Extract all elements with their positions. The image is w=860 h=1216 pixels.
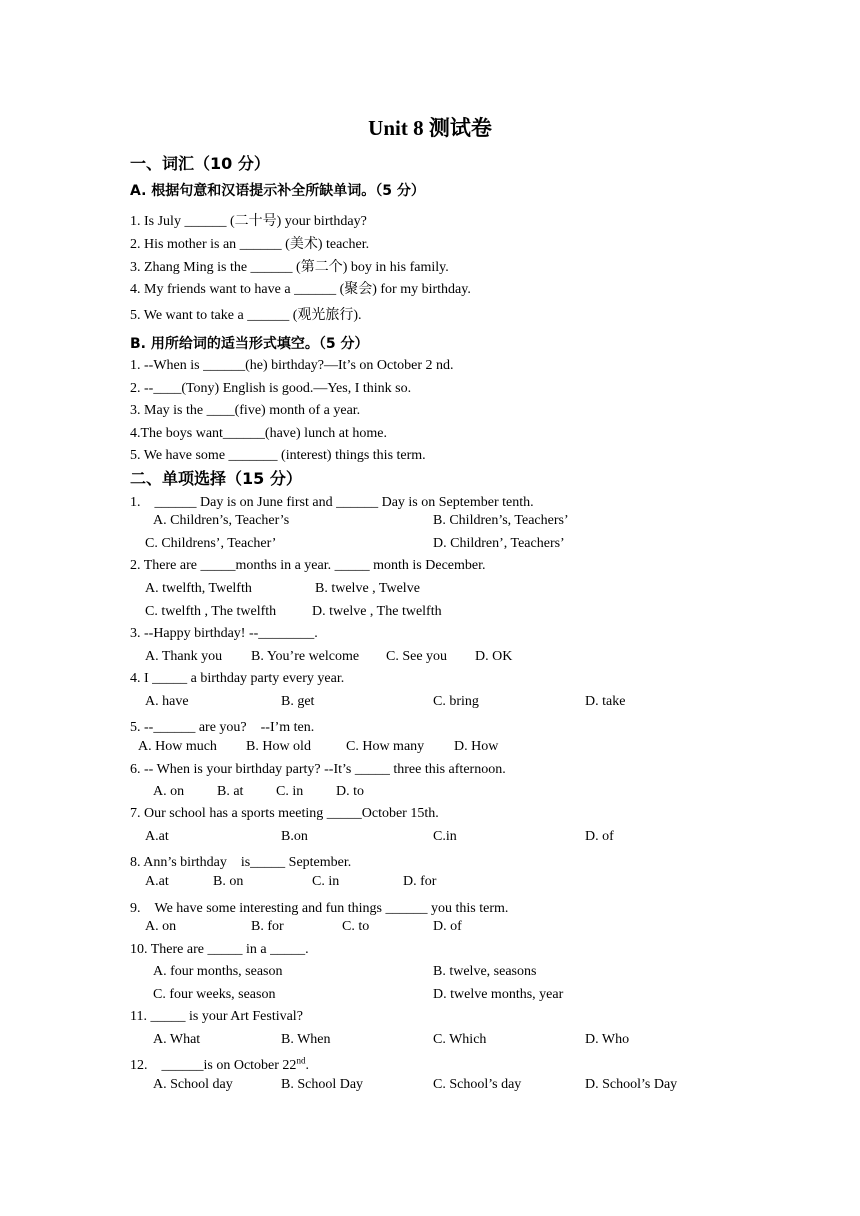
question-11-option-d: D. Who bbox=[585, 1032, 630, 1047]
question-12-stem bbox=[130, 1054, 309, 1074]
question-1-option-d: D. Children’, Teachers’ bbox=[433, 536, 565, 551]
question-12-option-c: C. School’s day bbox=[433, 1077, 522, 1092]
question-7-option-c: C.in bbox=[433, 829, 457, 844]
question-9-stem: 9. We have some interesting and fun things ______ you this term. bbox=[130, 901, 509, 916]
question-5-option-c: C. How many bbox=[346, 739, 425, 754]
question-7-option-b: B.on bbox=[281, 829, 308, 844]
question-2-stem: 2. There are _____months in a year. _____ month is December. bbox=[130, 558, 486, 573]
question-1-option-c: C. Childrens’, Teacher’ bbox=[145, 536, 277, 551]
question-11-stem: 11. _____ is your Art Festival? bbox=[130, 1009, 303, 1024]
partB-item-5: 5. We have some _______ (interest) things this term. bbox=[130, 448, 426, 463]
question-4-option-a: A. have bbox=[145, 694, 189, 709]
question-7-stem: 7. Our school has a sports meeting _____October 15th. bbox=[130, 806, 439, 821]
question-6-option-c: C. in bbox=[276, 784, 304, 799]
question-4-option-c: C. bring bbox=[433, 694, 479, 709]
question-8-option-d: D. for bbox=[403, 874, 437, 889]
question-12-stem-end: . bbox=[305, 1058, 309, 1073]
question-1-option-b: B. Children’s, Teachers’ bbox=[433, 513, 569, 528]
partA-item-5: 5. We want to take a ______ (观光旅行). bbox=[130, 308, 362, 323]
question-12-stem-text: 12. ______is on October 22 bbox=[130, 1058, 297, 1073]
question-12-option-b: B. School Day bbox=[281, 1077, 364, 1092]
partA-heading: A. 根据句意和汉语提示补全所缺单词。（5 分） bbox=[130, 183, 425, 199]
question-2-option-d: D. twelve , The twelfth bbox=[312, 604, 442, 619]
section2-heading: 二、单项选择（15 分） bbox=[130, 469, 302, 488]
question-5-option-d: D. How bbox=[454, 739, 499, 754]
question-8-option-c: C. in bbox=[312, 874, 340, 889]
partB-item-1: 1. --When is ______(he) birthday?—It’s on October 2 nd. bbox=[130, 358, 454, 373]
partA-item-3: 3. Zhang Ming is the ______ (第二个) boy in his family. bbox=[130, 260, 449, 275]
question-6-stem: 6. -- When is your birthday party? --It’s _____ three this afternoon. bbox=[130, 762, 506, 777]
question-1-option-a: A. Children’s, Teacher’s bbox=[153, 513, 290, 528]
question-10-option-d: D. twelve months, year bbox=[433, 987, 564, 1002]
question-12-option-a: A. School day bbox=[153, 1077, 233, 1092]
question-12-option-d: D. School’s Day bbox=[585, 1077, 678, 1092]
question-3-option-a: A. Thank you bbox=[145, 649, 223, 664]
question-10-option-b: B. twelve, seasons bbox=[433, 964, 537, 979]
partB-item-3: 3. May is the ____(five) month of a year. bbox=[130, 403, 361, 418]
question-10-option-c: C. four weeks, season bbox=[153, 987, 276, 1002]
question-5-option-b: B. How old bbox=[246, 739, 311, 754]
question-10-option-a: A. four months, season bbox=[153, 964, 283, 979]
partA-item-1: 1. Is July ______ (二十号) your birthday? bbox=[130, 214, 367, 229]
question-9-option-a: A. on bbox=[145, 919, 177, 934]
partA-item-2: 2. His mother is an ______ (美术) teacher. bbox=[130, 237, 370, 252]
question-9-option-c: C. to bbox=[342, 919, 370, 934]
section1-heading: 一、词汇（10 分） bbox=[130, 154, 270, 173]
question-12-stem-superscript: nd bbox=[296, 1055, 306, 1066]
question-7-option-d: D. of bbox=[585, 829, 614, 844]
question-6-option-d: D. to bbox=[336, 784, 364, 799]
question-5-stem: 5. --______ are you? --I’m ten. bbox=[130, 720, 315, 735]
question-7-option-a: A.at bbox=[145, 829, 169, 844]
question-4-stem: 4. I _____ a birthday party every year. bbox=[130, 671, 345, 686]
question-3-stem: 3. --Happy birthday! --________. bbox=[130, 626, 318, 641]
question-4-option-b: B. get bbox=[281, 694, 315, 709]
question-8-option-b: B. on bbox=[213, 874, 244, 889]
question-9-option-d: D. of bbox=[433, 919, 462, 934]
page-title: Unit 8 测试卷 bbox=[368, 116, 492, 140]
partA-item-4: 4. My friends want to have a ______ (聚会) for my birthday. bbox=[130, 282, 471, 297]
question-5-option-a: A. How much bbox=[138, 739, 217, 754]
partB-item-2: 2. --____(Tony) English is good.—Yes, I think so. bbox=[130, 381, 412, 396]
question-2-option-a: A. twelfth, Twelfth bbox=[145, 581, 252, 596]
question-8-option-a: A.at bbox=[145, 874, 169, 889]
question-4-option-d: D. take bbox=[585, 694, 626, 709]
question-10-stem: 10. There are _____ in a _____. bbox=[130, 942, 309, 957]
question-3-option-c: C. See you bbox=[386, 649, 448, 664]
question-6-option-a: A. on bbox=[153, 784, 185, 799]
partB-item-4: 4.The boys want______(have) lunch at home. bbox=[130, 426, 387, 441]
question-8-stem: 8. Ann’s birthday is_____ September. bbox=[130, 855, 352, 870]
question-6-option-b: B. at bbox=[217, 784, 244, 799]
question-9-option-b: B. for bbox=[251, 919, 284, 934]
question-1-stem: 1. ______ Day is on June first and ______ Day is on September tenth. bbox=[130, 495, 534, 510]
question-2-option-c: C. twelfth , The twelfth bbox=[145, 604, 277, 619]
partB-heading: B. 用所给词的适当形式填空。（5 分） bbox=[130, 336, 369, 352]
question-11-option-a: A. What bbox=[153, 1032, 201, 1047]
question-2-option-b: B. twelve , Twelve bbox=[315, 581, 420, 596]
question-11-option-b: B. When bbox=[281, 1032, 331, 1047]
question-3-option-b: B. You’re welcome bbox=[251, 649, 360, 664]
question-3-option-d: D. OK bbox=[475, 649, 513, 664]
question-11-option-c: C. Which bbox=[433, 1032, 487, 1047]
